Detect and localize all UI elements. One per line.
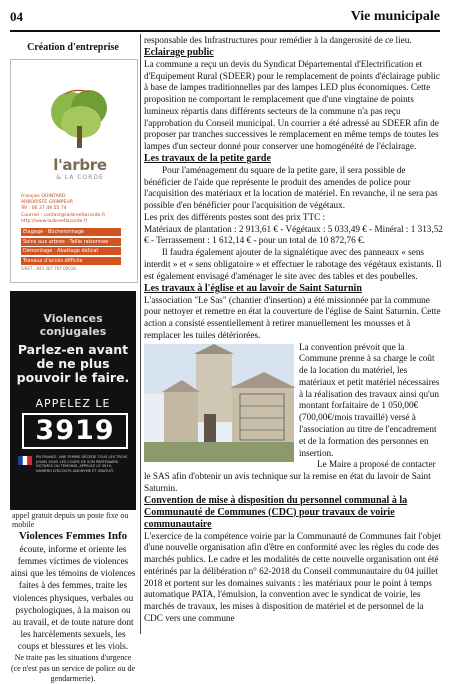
heading-eclairage: Eclairage public xyxy=(144,46,214,58)
heading-convention-cdc: Convention de mise à disposition du personnel communal à la Communauté de Communes (CDC) pour travaux de voirie communautaire xyxy=(144,494,408,530)
poster-headline: Violences conjugales xyxy=(39,312,107,338)
arbre-contact xyxy=(21,194,131,225)
contact-line: Tél : 06 37 49 55 74 xyxy=(21,206,67,212)
eglise-paragraph: L'association "Le Sas" (chantier d'insertion) a été missionnée par la commune pour nettoyer et remettre en état la couverture de l'église de Saint Saturnin. Cette action a consisté essentiellement à retirer manuellement les mousses et à remplacer les tuiles détériorées. xyxy=(144,294,441,340)
left-column xyxy=(10,40,136,684)
garde-prices-intro: Les prix des différents postes sont des prix TTC : xyxy=(144,211,326,222)
contact-line: http://www.larbreetlacorde.fr xyxy=(21,218,88,224)
creation-heading: Création d'entreprise xyxy=(27,42,119,53)
service-item: Travaux d'accès difficile xyxy=(21,257,121,265)
service-item: Démontage · Abattage délicat xyxy=(21,247,121,255)
contact-line: François QUINTARD xyxy=(21,194,66,199)
column-divider xyxy=(140,34,141,634)
garde-signalisation: Il faudra également ajouter de la signalétique avec des panneaux « sens interdit » et « sens obligatoire » et effectuer le rabotage des végétaux existants. Il est également envisagé d'aménager le site avec des tables et des poubelles. xyxy=(144,247,442,281)
contact-line: Courriel : contact@larbreetlacorde.fr xyxy=(21,212,106,218)
service-item: Soins aux arbres · Taille raisonnée xyxy=(21,238,121,246)
church-photo xyxy=(144,344,294,462)
intro-paragraph: responsable des Infrastructures pour remédier à la dangerosité de ce lieu. xyxy=(144,35,412,45)
section-title: Vie municipale xyxy=(350,9,440,24)
page-number: 04 xyxy=(10,9,23,24)
vfi-title: Violences Femmes Info xyxy=(18,530,128,542)
page-header xyxy=(10,9,440,29)
brand-main: l'arbre xyxy=(53,156,107,174)
eglise-lavoir: Le Maire a proposé de contacter le SAS afin d'obtenir un avis technique sur la remise en état du lavoir de Saint Saturnin. xyxy=(144,459,436,493)
poster-caption: appel gratuit depuis un poste fixe ou mobile xyxy=(10,510,136,530)
poster-number: 3919 xyxy=(22,413,128,449)
poster-appel: APPELEZ LE xyxy=(35,397,111,410)
arbre-brand xyxy=(35,156,125,181)
vfi-body: écoute, informe et oriente les femmes victimes de violences ainsi que les témoins de violences faites à des femmes, traite les violences physiques, verbales ou psychologiques, à la maison ou au travail, et de toute nature dont les harcèlements sexuels, les coups et blessures et les viols. xyxy=(10,544,136,652)
poster-slogan: Parlez-en avant de ne plus pouvoir le faire. xyxy=(16,342,130,385)
garde-paragraph: Pour l'aménagement du square de la petite gare, il sera possible de bénéficier de l'aide que représente le produit des amendes de police pour l'acquisition des matériaux et la location de matériel. En revanche, il ne sera pas possible d'en bénéficier pour l'acquisition de végétaux. xyxy=(144,164,438,211)
service-item: Elagage · Bûcheronnage xyxy=(21,228,121,236)
main-column xyxy=(144,35,443,625)
vfi-note: Ne traite pas les situations d'urgence (ce n'est pas un service de police ou de gendarmerie). xyxy=(10,653,136,684)
tree-logo-icon xyxy=(45,88,115,150)
eclairage-paragraph: La commune a reçu un devis du Syndicat Départemental d'Electrification et d'Equipement Rural (SDEER) pour le remplacement de points d'éclairage public à base de lampes traditionnelles par des lampes LED plus économiques. Cette proposition ne comportant le remplacement que d'une vingtaine de points lumineux répartis dans différents secteurs de la commune n'a pas reçu l'approbation du Conseil municipal. Un courrier a été adressé au SDEER afin de proposer par tranches successives le remplacement en même temps de toutes les lampes d'un secteur donné pour conserver une homogénéité de l'éclairage. xyxy=(144,58,440,152)
arbre-siret: SIRET : 844 307 767 00018 xyxy=(21,266,76,271)
contact-line: ARBORISTE GRIMPEUR xyxy=(21,200,73,206)
eglise-wrap-block xyxy=(144,342,443,495)
arbre-services xyxy=(21,228,121,266)
heading-eglise: Les travaux à l'église et au lavoir de Saint Saturnin xyxy=(144,282,362,294)
eglise-convention: La convention prévoit que la Commune prenne à sa charge le coût de la location du matériel, les matériaux et petit matériel nécessaires à la réalisation des travaux ainsi qu'un montant forfaitaire de 1 050,00€ (700,00€/mois travaillé) versé à l'association au titre de l'encadrement et de la formation des personnes en insertion. xyxy=(299,341,440,458)
cdc-paragraph: L'exercice de la compétence voirie par la Communauté de Communes fait l'objet d'une nouvelle organisation afin d'être en conformité avec les règles du code des marchés publics. Le cadre et les modalités de cette nouvelle organisation ont été entérinés par la délibération n° 62-2018 du Conseil communautaire du 04 juillet 2018 et portent sur les domaines suivants : les matériaux pour le point à temps automatique PATA, l'émulsion, la convention avec le syndicat de voirie, les marchés de travaux, les mises à disposition de matériel et de personnel de la CDC vers une commune xyxy=(144,530,441,623)
arbre-corde-advert xyxy=(10,59,138,283)
violences-poster xyxy=(10,291,136,529)
poster-small-text: EN FRANCE, UNE FEMME DÉCÈDE TOUS LES TROIS JOURS SOUS LES COUPS DE SON PARTENAIRE. VICTIMES OU TÉMOINS, APPELEZ LE 3919, NUMÉRO D'ÉCOUTE ANONYME ET GRATUIT. xyxy=(36,455,128,474)
header-rule xyxy=(10,30,440,32)
garde-prices: Matériaux de plantation : 2 913,61 € - Végétaux : 5 033,49 € - Minéral : 1 313,52 € - Terrassement : 1 612,14 € - pour un total de 10 872,76 €. xyxy=(144,223,443,246)
brand-sub: & LA CORDE xyxy=(56,174,104,181)
french-flag-icon xyxy=(18,456,32,465)
heading-petite-garde: Les travaux de la petite garde xyxy=(144,152,271,164)
